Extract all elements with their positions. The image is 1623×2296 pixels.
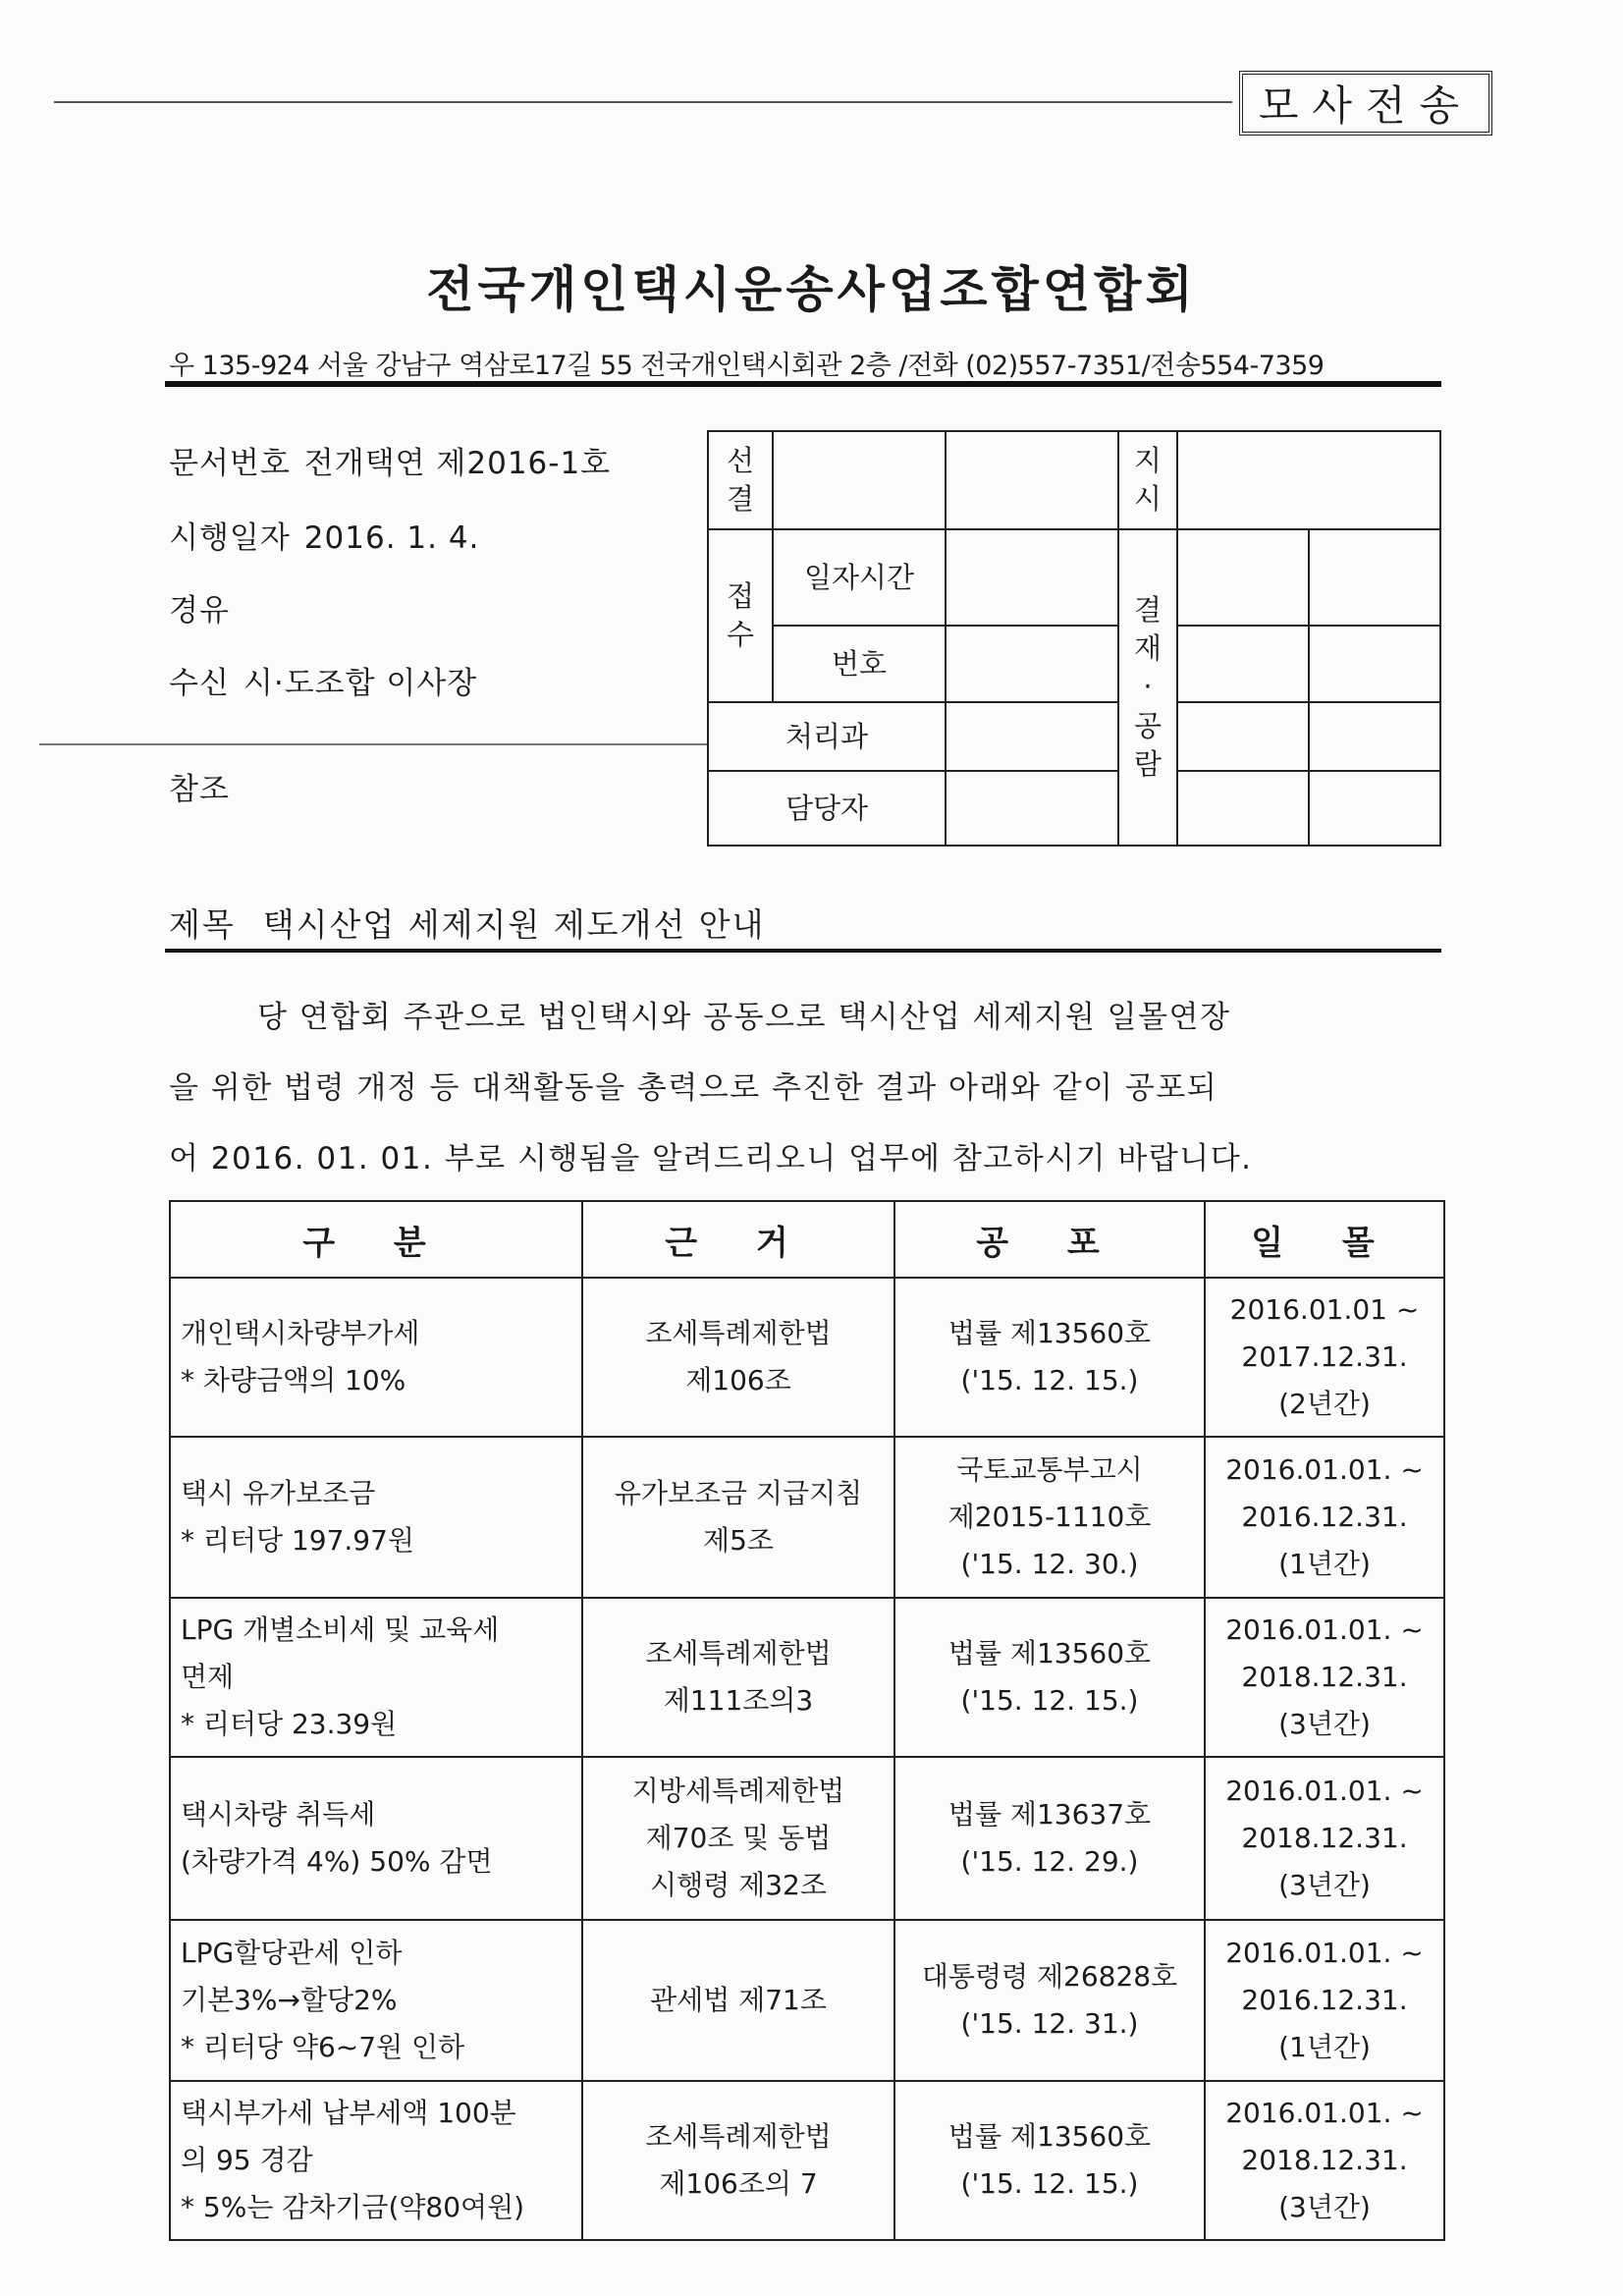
cell-promulgation-line: 대통령령 제26828호 <box>921 1960 1178 1993</box>
cell-category <box>170 1437 582 1598</box>
cell-sunset-line: (3년간) <box>1278 1708 1371 1740</box>
routing-approval-cell-1 <box>1177 529 1309 626</box>
body-line-1: 당 연합회 주관으로 법인택시와 공동으로 택시산업 세제지원 일몰연장 <box>257 1000 1231 1035</box>
cell-promulgation-line: ('15. 12. 15.) <box>960 1684 1139 1717</box>
cell-sunset-line: 2018.12.31. <box>1241 1661 1408 1693</box>
routing-cheorigwa-cell <box>946 702 1118 771</box>
cell-sunset <box>1205 1278 1444 1437</box>
cell-sunset-line: (2년간) <box>1278 1388 1371 1420</box>
cell-category-line: 개인택시차량부가세 <box>181 1317 420 1349</box>
routing-beonho-cell <box>946 626 1118 702</box>
cell-category-line: LPG 개별소비세 및 교육세 <box>181 1613 500 1646</box>
cell-basis-line: 제70조 및 동법 <box>645 1822 832 1854</box>
table-row <box>170 1598 1444 1757</box>
routing-seongyeol-cell-2 <box>946 431 1118 529</box>
cell-basis-line: 제106조 <box>685 1364 791 1396</box>
cell-promulgation-line: 법률 제13560호 <box>947 1637 1152 1669</box>
cell-basis-line: 제106조의 7 <box>659 2167 818 2200</box>
cell-category-line: 택시차량 취득세 <box>181 1798 376 1831</box>
organization-title: 전국개인택시운송사업조합연합회 <box>426 261 1197 318</box>
routing-box <box>707 430 1441 847</box>
recipient-label: 수신 <box>169 666 230 701</box>
cell-basis <box>582 1598 894 1757</box>
routing-damdangja: 담당자 <box>708 771 946 846</box>
cell-basis-line: 제111조의3 <box>663 1684 814 1717</box>
cell-basis-line: 조세특례제한법 <box>645 1637 832 1669</box>
table-row <box>170 1757 1444 1920</box>
cell-category-line: 택시 유가보조금 <box>181 1477 376 1509</box>
effective-date-label: 시행일자 <box>169 520 291 556</box>
cell-promulgation-line: 국토교통부고시 <box>956 1453 1143 1486</box>
body-line-2: 을 위한 법령 개정 등 대책활동을 총력으로 추진한 결과 아래와 같이 공포되 <box>169 1070 1218 1106</box>
cell-category-line: 기본3%→할당2% <box>181 1984 398 2016</box>
cell-sunset-line: 2018.12.31. <box>1241 2144 1408 2176</box>
routing-ilja-sigan: 일자시간 <box>773 529 946 626</box>
table-row <box>170 1437 1444 1598</box>
cell-sunset-line: 2017.12.31. <box>1241 1340 1408 1373</box>
cell-promulgation <box>894 1598 1205 1757</box>
table-row <box>170 1920 1444 2081</box>
routing-cheorigwa: 처리과 <box>708 702 946 771</box>
via <box>169 585 243 629</box>
cell-sunset-line: 2018.12.31. <box>1241 1822 1408 1854</box>
via-label: 경유 <box>169 593 230 629</box>
cell-sunset-line: 2016.01.01. ~ <box>1225 1937 1424 1969</box>
routing-approval-cell-2 <box>1309 529 1440 626</box>
cell-category <box>170 1920 582 2081</box>
cell-category-line: 의 95 경감 <box>181 2144 313 2176</box>
cell-sunset-line: (1년간) <box>1278 1548 1371 1580</box>
subject <box>169 900 766 946</box>
cell-category-line: * 리터당 197.97원 <box>181 1524 414 1557</box>
body-paragraph <box>169 982 1445 1194</box>
cell-category-line: LPG할당관세 인하 <box>181 1937 403 1969</box>
cell-sunset <box>1205 1920 1444 2081</box>
cell-category <box>170 1598 582 1757</box>
cell-sunset-line: 2016.01.01. ~ <box>1225 1453 1424 1486</box>
cell-promulgation <box>894 1920 1205 2081</box>
cell-sunset-line: 2016.12.31. <box>1241 1984 1408 2016</box>
routing-seongyeol-cell <box>773 431 946 529</box>
cell-sunset-line: 2016.12.31. <box>1241 1501 1408 1533</box>
routing-approval-cell-5 <box>1177 702 1309 771</box>
cell-basis-line: 조세특례제한법 <box>645 1317 832 1349</box>
document-number-label: 문서번호 <box>169 446 291 481</box>
cell-sunset-line: 2016.01.01. ~ <box>1225 2097 1424 2129</box>
cell-promulgation-line: 법률 제13560호 <box>947 1317 1152 1349</box>
tax-support-table <box>169 1200 1445 2241</box>
cell-basis-line: 지방세특례제한법 <box>631 1775 845 1807</box>
cell-category-line: 택시부가세 납부세액 100분 <box>181 2097 516 2129</box>
cell-sunset <box>1205 1757 1444 1920</box>
routing-jisi-cell <box>1177 431 1440 529</box>
cell-promulgation-line: ('15. 12. 15.) <box>960 2167 1139 2200</box>
cell-promulgation-line: 제2015-1110호 <box>947 1501 1152 1533</box>
cell-category-line: * 차량금액의 10% <box>181 1364 406 1396</box>
cell-promulgation <box>894 1437 1205 1598</box>
routing-approval-cell-8 <box>1309 771 1440 846</box>
subject-label: 제목 <box>169 905 236 944</box>
cell-category <box>170 1757 582 1920</box>
cell-basis <box>582 2081 894 2240</box>
recipient <box>169 658 477 702</box>
cell-sunset-line: (1년간) <box>1278 2031 1371 2063</box>
cell-promulgation-line: ('15. 12. 15.) <box>960 1364 1139 1396</box>
cell-category <box>170 2081 582 2240</box>
cell-promulgation <box>894 2081 1205 2240</box>
table-row <box>170 1278 1444 1437</box>
fax-copy-stamp: 모사전송 <box>1239 71 1492 136</box>
cell-promulgation-line: 법률 제13560호 <box>947 2120 1152 2153</box>
routing-gyeoljae-gongnam: 결 재 · 공 람 <box>1118 529 1177 846</box>
cell-category-line: (차량가격 4%) 50% 감면 <box>181 1845 493 1878</box>
cell-sunset-line: 2016.01.01. ~ <box>1225 1775 1424 1807</box>
cell-category-line: 면제 <box>181 1661 235 1693</box>
cell-basis-line: 유가보조금 지급지침 <box>614 1477 863 1509</box>
routing-ilja-sigan-cell <box>946 529 1118 626</box>
cell-category-line: * 리터당 23.39원 <box>181 1708 398 1740</box>
routing-approval-cell-4 <box>1309 626 1440 702</box>
header-sunset: 일 몰 <box>1205 1201 1444 1278</box>
cell-promulgation-line: ('15. 12. 29.) <box>960 1845 1139 1878</box>
routing-approval-cell-3 <box>1177 626 1309 702</box>
cell-basis-line: 시행령 제32조 <box>650 1869 827 1901</box>
body-line-3: 어 2016. 01. 01. 부로 시행됨을 알려드리오니 업무에 참고하시기 바랍니다. <box>169 1141 1253 1176</box>
routing-seongyeol: 선 결 <box>708 431 773 529</box>
routing-approval-cell-7 <box>1177 771 1309 846</box>
cell-basis-line: 제5조 <box>703 1524 774 1557</box>
cell-sunset <box>1205 1598 1444 1757</box>
cell-basis <box>582 1757 894 1920</box>
cell-promulgation-line: ('15. 12. 30.) <box>960 1548 1139 1580</box>
cell-promulgation <box>894 1757 1205 1920</box>
routing-damdangja-cell <box>946 771 1118 846</box>
effective-date-value: 2016. 1. 4. <box>303 520 480 556</box>
cell-basis-line: 조세특례제한법 <box>645 2120 832 2153</box>
document-number-value: 전개택연 제2016-1호 <box>303 446 612 481</box>
table-row <box>170 2081 1444 2240</box>
header-category: 구 분 <box>170 1201 582 1278</box>
subject-text: 택시산업 세제지원 제도개선 안내 <box>262 905 766 944</box>
cell-sunset-line: 2016.01.01 ~ <box>1229 1293 1420 1326</box>
reference <box>169 764 243 808</box>
top-rule <box>54 101 1232 103</box>
cell-sunset-line: 2016.01.01. ~ <box>1225 1613 1424 1646</box>
recipient-value: 시·도조합 이사장 <box>243 666 478 701</box>
cell-promulgation <box>894 1278 1205 1437</box>
header-promulgation: 공 포 <box>894 1201 1205 1278</box>
routing-beonho: 번호 <box>773 626 946 702</box>
document-number <box>169 438 611 482</box>
cell-basis <box>582 1278 894 1437</box>
cell-sunset-line: (3년간) <box>1278 2191 1371 2223</box>
routing-jeopsu: 접 수 <box>708 529 773 702</box>
routing-jisi: 지 시 <box>1118 431 1177 529</box>
cell-promulgation-line: ('15. 12. 31.) <box>960 2007 1139 2040</box>
cell-basis <box>582 1437 894 1598</box>
address-underline <box>165 381 1441 387</box>
mid-rule <box>39 743 707 745</box>
cell-sunset-line: (3년간) <box>1278 1869 1371 1901</box>
cell-sunset <box>1205 2081 1444 2240</box>
reference-label: 참조 <box>169 772 230 807</box>
effective-date <box>169 513 479 557</box>
cell-promulgation-line: 법률 제13637호 <box>947 1798 1152 1831</box>
subject-underline <box>165 949 1441 953</box>
routing-approval-cell-6 <box>1309 702 1440 771</box>
cell-basis-line: 관세법 제71조 <box>650 1984 827 2016</box>
cell-category <box>170 1278 582 1437</box>
cell-sunset <box>1205 1437 1444 1598</box>
address-line: 우 135-924 서울 강남구 역삼로17길 55 전국개인택시회관 2층 /전화 (02)557-7351/전송554-7359 <box>169 351 1325 381</box>
cell-category-line: * 리터당 약6~7원 인하 <box>181 2031 465 2063</box>
table-header-row <box>170 1201 1444 1278</box>
header-basis: 근 거 <box>582 1201 894 1278</box>
cell-basis <box>582 1920 894 2081</box>
cell-category-line: * 5%는 감차기금(약80여원) <box>181 2191 525 2223</box>
